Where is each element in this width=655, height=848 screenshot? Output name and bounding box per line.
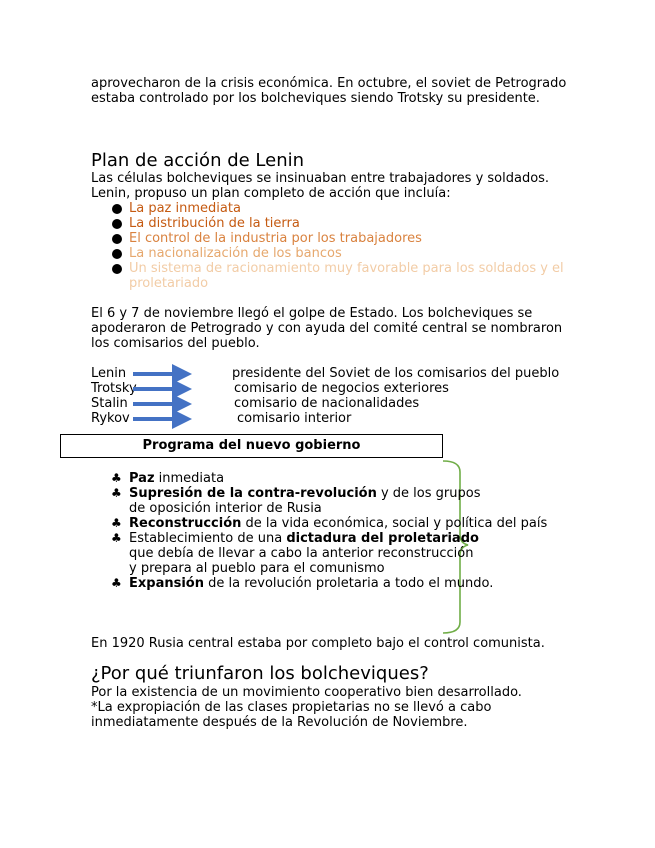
- bullet-icon: [112, 219, 122, 229]
- plan-item: La paz inmediata: [129, 201, 241, 216]
- bullet-icon: [112, 264, 122, 274]
- plan-item: Un sistema de racionamiento muy favorable para los soldados y el: [129, 261, 564, 276]
- commissar-name: Lenin: [91, 366, 127, 381]
- program-item: Paz inmediata: [129, 471, 225, 486]
- why-heading: ¿Por qué triunfaron los bolcheviques?: [91, 663, 429, 684]
- commissar-name: Trotsky: [91, 381, 137, 396]
- plan-item-continuation: proletariado: [129, 276, 209, 291]
- plan-item: El control de la industria por los trabajadores: [129, 231, 422, 246]
- bullet-icon: [112, 234, 122, 244]
- coup-line-1: El 6 y 7 de noviembre llegó el golpe de Estado. Los bolcheviques se: [91, 306, 533, 321]
- coup-line-3: los comisarios del pueblo.: [91, 336, 260, 351]
- club-bullet-icon: ♣: [111, 471, 122, 485]
- plan-item: La distribución de la tierra: [129, 216, 300, 231]
- program-title-box: Programa del nuevo gobierno: [60, 434, 443, 458]
- program-item-continuation: de oposición interior de Rusia: [129, 501, 322, 516]
- club-bullet-icon: ♣: [111, 516, 122, 530]
- bullet-icon: [112, 249, 122, 259]
- why-line-2: *La expropiación de las clases propietarias no se llevó a cabo: [91, 700, 492, 715]
- why-line-1: Por la existencia de un movimiento cooperativo bien desarrollado.: [91, 685, 522, 700]
- intro-line-1: aprovecharon de la crisis económica. En octubre, el soviet de Petrogrado: [91, 76, 567, 91]
- commissar-role: comisario interior: [237, 411, 352, 426]
- bullet-icon: [112, 204, 122, 214]
- commissar-name: Stalin: [91, 396, 128, 411]
- plan-paragraph-2: Lenin, propuso un plan completo de acción que incluía:: [91, 186, 451, 201]
- club-bullet-icon: ♣: [111, 576, 122, 590]
- conclusion-text: En 1920 Rusia central estaba por completo bajo el control comunista.: [91, 636, 545, 651]
- intro-line-2: estaba controlado por los bolcheviques siendo Trotsky su presidente.: [91, 91, 540, 106]
- program-item: Expansión de la revolución proletaria a todo el mundo.: [129, 576, 494, 591]
- plan-heading: Plan de acción de Lenin: [91, 150, 305, 171]
- why-line-3: inmediatamente después de la Revolución de Noviembre.: [91, 715, 468, 730]
- plan-item: La nacionalización de los bancos: [129, 246, 342, 261]
- commissar-role: presidente del Soviet de los comisarios del pueblo: [232, 366, 560, 381]
- program-item-continuation: que debía de llevar a cabo la anterior reconstrucción: [129, 546, 474, 561]
- program-item: Reconstrucción de la vida económica, social y política del país: [129, 516, 548, 531]
- coup-line-2: apoderaron de Petrogrado y con ayuda del comité central se nombraron: [91, 321, 563, 336]
- commissar-role: comisario de nacionalidades: [234, 396, 420, 411]
- club-bullet-icon: ♣: [111, 486, 122, 500]
- program-item-continuation: y prepara al pueblo para el comunismo: [129, 561, 385, 576]
- program-item: Supresión de la contra-revolución y de los grupos: [129, 486, 481, 501]
- commissar-role: comisario de negocios exteriores: [234, 381, 449, 396]
- program-item: Establecimiento de una dictadura del proletariado: [129, 531, 479, 546]
- club-bullet-icon: ♣: [111, 531, 122, 545]
- commissar-name: Rykov: [91, 411, 130, 426]
- plan-paragraph-1: Las células bolcheviques se insinuaban entre trabajadores y soldados.: [91, 171, 550, 186]
